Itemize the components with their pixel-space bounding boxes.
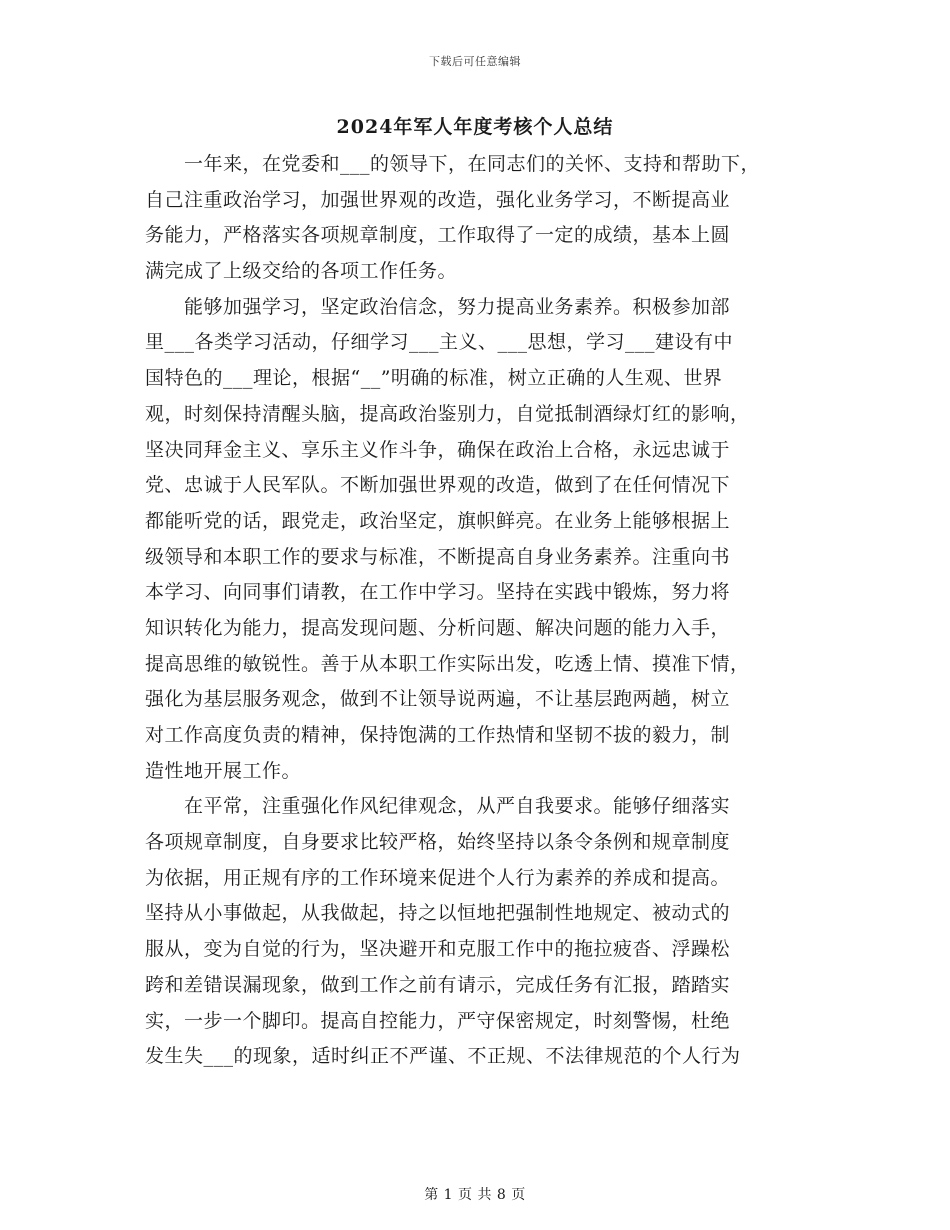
text-line: 各项规章制度，自身要求比较严格，始终坚持以条令条例和规章制度 — [145, 831, 731, 854]
text-line: 跨和差错误漏现象，做到工作之前有请示，完成任务有汇报，踏踏实 — [145, 973, 731, 996]
text-line: 能够加强学习，坚定政治信念，努力提高业务素养。积极参加部 — [145, 295, 731, 318]
text-line: 提高思维的敏锐性。善于从本职工作实际出发，吃透上情、摸准下情， — [145, 652, 750, 675]
text-line: 级领导和本职工作的要求与标准，不断提高自身业务素养。注重向书 — [145, 545, 731, 568]
text-line: 国特色的___理论，根据“__”明确的标准，树立正确的人生观、世界 — [145, 367, 723, 390]
text-line: 在平常，注重强化作风纪律观念，从严自我要求。能够仔细落实 — [145, 795, 731, 818]
header-note: 下载后可任意编辑 — [429, 55, 521, 68]
text-line: 为依据，用正规有序的工作环境来促进个人行为素养的养成和提高。 — [145, 866, 731, 889]
text-line: 知识转化为能力，提高发现问题、分析问题、解决问题的能力入手， — [145, 616, 731, 639]
text-line: 对工作高度负责的精神，保持饱满的工作热情和坚韧不拔的毅力，制 — [145, 724, 731, 746]
text-line: 观，时刻保持清醒头脑，提高政治鉴别力，自觉抵制酒绿灯红的影响， — [145, 402, 750, 425]
text-line: 党、忠诚于人民军队。不断加强世界观的改造，做到了在任何情况下 — [145, 474, 731, 497]
text-line: 务能力，严格落实各项规章制度，工作取得了一定的成绩，基本上圆 — [145, 224, 731, 247]
text-line: 满完成了上级交给的各项工作任务。 — [145, 260, 458, 283]
text-line: 本学习、向同事们请教，在工作中学习。坚持在实践中锻炼，努力将 — [145, 581, 731, 604]
text-line: 坚持从小事做起，从我做起，持之以恒地把强制性地规定、被动式的 — [145, 902, 731, 925]
text-line: 强化为基层服务观念，做到不让领导说两遍，不让基层跑两趟，树立 — [145, 688, 731, 711]
text-line: 一年来，在党委和___的领导下，在同志们的关怀、支持和帮助下， — [145, 153, 761, 175]
text-line: 坚决同拜金主义、享乐主义作斗争，确保在政治上合格，永远忠诚于 — [145, 438, 731, 461]
text-line: 服从，变为自觉的行为，坚决避开和克服工作中的拖拉疲沓、浮躁松 — [145, 938, 731, 961]
document-title: 2024年军人年度考核个人总结 — [336, 116, 614, 138]
text-line: 自己注重政治学习，加强世界观的改造，强化业务学习，不断提高业 — [145, 188, 731, 211]
page-number-footer: 第 1 页 共 8 页 — [424, 1187, 526, 1203]
text-line: 里___各类学习活动，仔细学习___主义、___思想，学习___建设有中 — [145, 331, 734, 354]
text-line: 造性地开展工作。 — [145, 759, 302, 782]
text-line: 实，一步一个脚印。提高自控能力，严守保密规定，时刻警惕，杜绝 — [145, 1009, 731, 1032]
text-line: 发生失___的现象，适时纠正不严谨、不正规、不法律规范的个人行为 — [145, 1045, 741, 1068]
text-line: 都能听党的话，跟党走，政治坚定，旗帜鲜亮。在业务上能够根据上 — [145, 509, 731, 532]
document-body — [145, 147, 820, 1075]
